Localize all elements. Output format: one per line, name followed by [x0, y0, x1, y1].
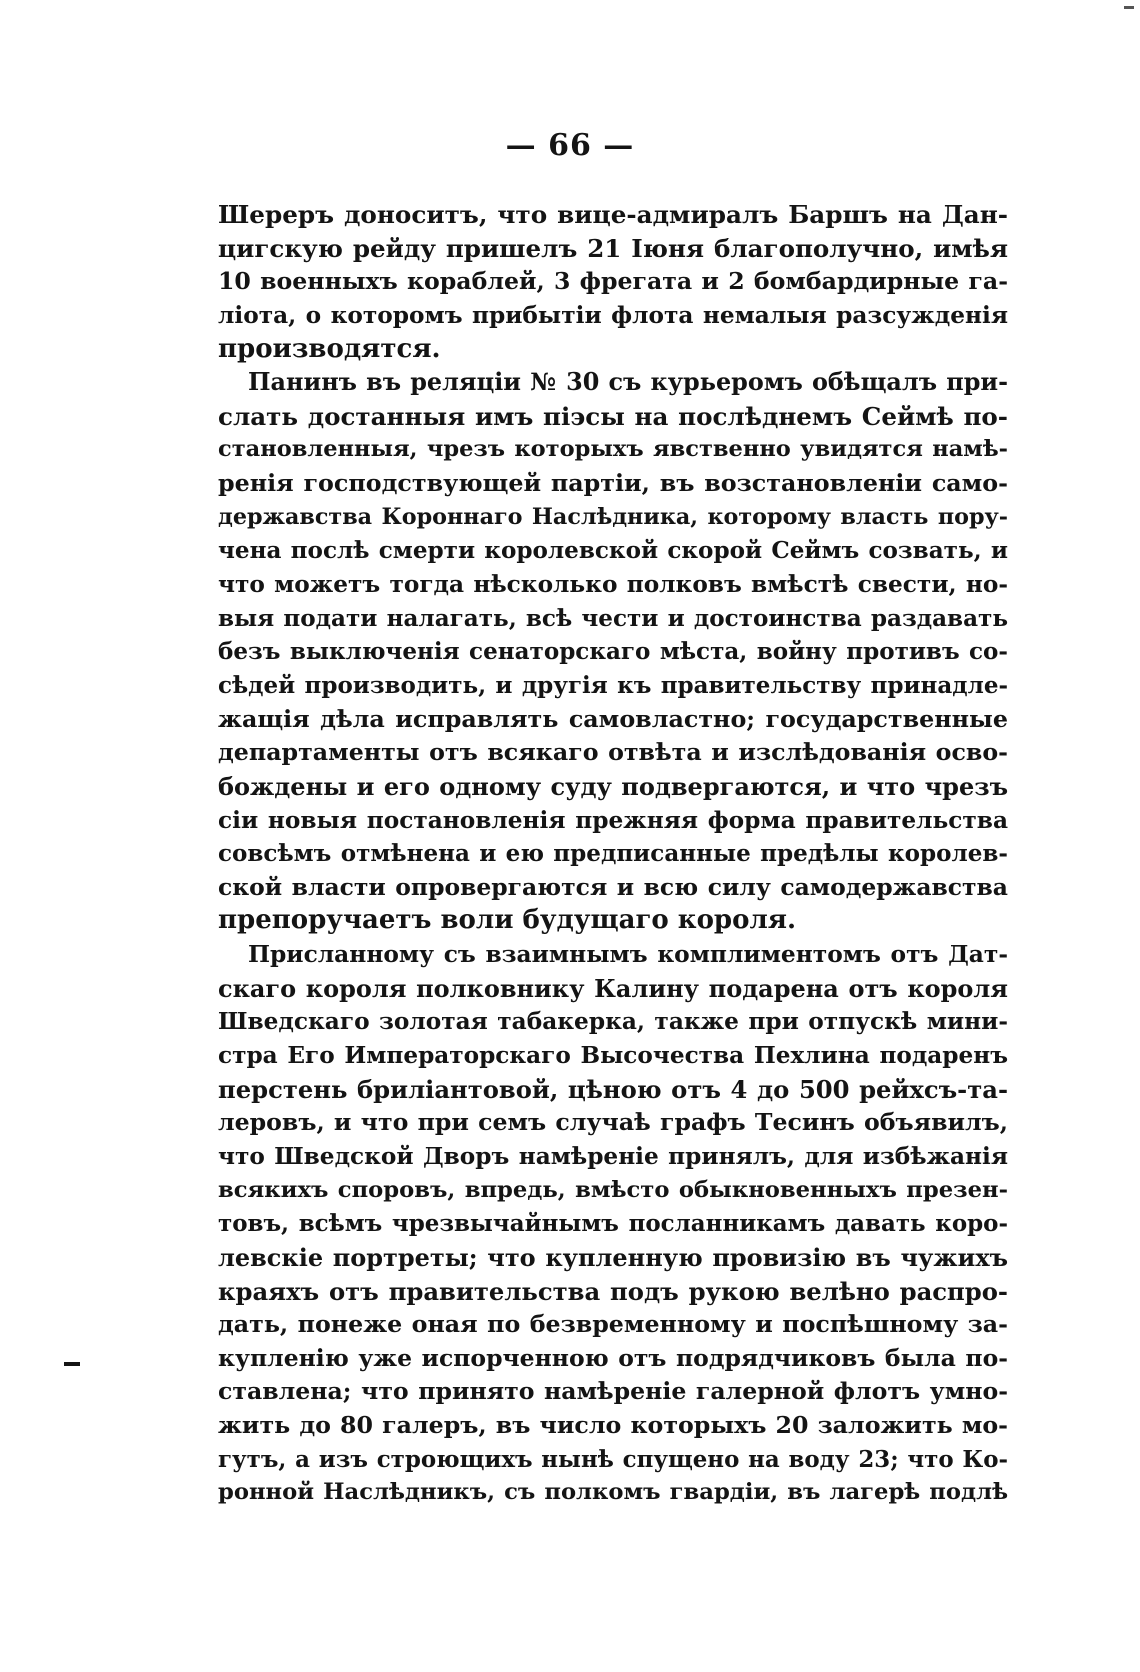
text-line: сіи новыя постановленія прежняя форма правительства	[218, 806, 1008, 834]
text-line: слать достанныя имъ піэсы на послѣднемъ Сеймѣ по-	[218, 401, 1008, 431]
text-line: сѣдей производить, и другія къ правительству принадле-	[218, 671, 1008, 699]
text-line: цигскую рейду пришелъ 21 Іюня благополучно, имѣя	[218, 233, 1008, 263]
text-line: Присланному съ взаимнымъ комплиментомъ отъ Дат-	[248, 941, 1008, 969]
text-line: что Шведской Дворъ намѣреніе принялъ, для избѣжанія	[218, 1142, 1008, 1170]
text-line: ской власти опровергаются и всю силу самодержавства	[218, 872, 1008, 901]
text-line: безъ выключенія сенаторскаго мѣста, войну противъ со-	[218, 638, 1008, 666]
text-line: выя подати налагать, всѣ чести и достоинства раздавать	[218, 604, 1008, 632]
text-line: бождены и его одному суду подвергаются, и что чрезъ	[218, 771, 1008, 801]
text-line: леровъ, и что при семъ случаѣ графъ Тесинъ объявилъ,	[218, 1108, 1008, 1137]
text-line: становленныя, чрезъ которыхъ явственно увидятся намѣ-	[218, 436, 1008, 463]
text-line: 10 военныхъ кораблей, 3 фрегата и 2 бомбардирные га-	[218, 267, 1008, 296]
text-line: купленію уже испорченною отъ подрядчиковъ была по-	[218, 1343, 1008, 1372]
text-line: департаменты отъ всякаго отвѣта и изслѣдованія осво-	[218, 738, 1008, 767]
text-line: Шведскаго золотая табакерка, также при отпускѣ мини-	[218, 1008, 1008, 1036]
text-line: жащія дѣла исправлять самовластно; государственные	[218, 704, 1008, 733]
text-line: чена послѣ смерти королевской скорой Сеймъ созвать, и	[218, 537, 1008, 565]
text-line: скаго короля полковнику Калину подарена отъ короля	[218, 973, 1008, 1003]
text-line: левскіе портреты; что купленную провизію въ чужихъ	[218, 1242, 1008, 1272]
text-line: гутъ, а изъ строющихъ нынѣ спущено на воду 23; что Ко-	[218, 1445, 1008, 1473]
text-line: всякихъ споровъ, впредь, вмѣсто обыкновенныхъ презен-	[218, 1176, 1008, 1203]
text-line: препоручаетъ воли будущаго короля.	[218, 905, 797, 936]
scan-corner-mark	[1124, 6, 1134, 9]
body-text	[218, 198, 1008, 1510]
text-line: стра Его Императорскаго Высочества Пехлина подаренъ	[218, 1042, 1008, 1070]
text-line: перстень бриліантовой, цѣною отъ 4 до 500 рейхсъ-та-	[218, 1074, 1008, 1104]
text-line: дать, понеже оная по безвременному и поспѣшному за-	[218, 1310, 1008, 1339]
text-line: краяхъ отъ правительства подъ рукою велѣно распро-	[218, 1276, 1008, 1306]
text-line: производятся.	[218, 333, 441, 364]
text-line: ставлена; что принято намѣреніе галерной флотъ умно-	[218, 1377, 1008, 1406]
text-line: Панинъ въ реляціи № 30 съ курьеромъ обѣщалъ при-	[248, 368, 1008, 397]
margin-dash-mark	[64, 1362, 80, 1366]
text-line: жить до 80 галеръ, въ число которыхъ 20 заложить мо-	[218, 1411, 1008, 1440]
text-line: державства Короннаго Наслѣдника, которому власть пору-	[218, 503, 1008, 530]
text-line: совсѣмъ отмѣнена и ею предписанные предѣлы королев-	[218, 840, 1008, 868]
text-line: что можетъ тогда нѣсколько полковъ вмѣстѣ свести, но-	[218, 571, 1008, 599]
page-number: — 66 —	[505, 128, 635, 163]
text-line: ренія господствующей партіи, въ возстановленіи само-	[218, 469, 1008, 498]
text-line: товъ, всѣмъ чрезвычайнымъ посланникамъ давать коро-	[218, 1210, 1008, 1238]
text-line: ронной Наслѣдникъ, съ полкомъ гвардіи, въ лагерѣ подлѣ	[218, 1479, 1008, 1506]
text-line: ліота, о которомъ прибытіи флота немалыя разсужденія	[218, 301, 1008, 329]
text-line: Шереръ доноситъ, что вице-адмиралъ Баршъ на Дан-	[218, 200, 1008, 229]
